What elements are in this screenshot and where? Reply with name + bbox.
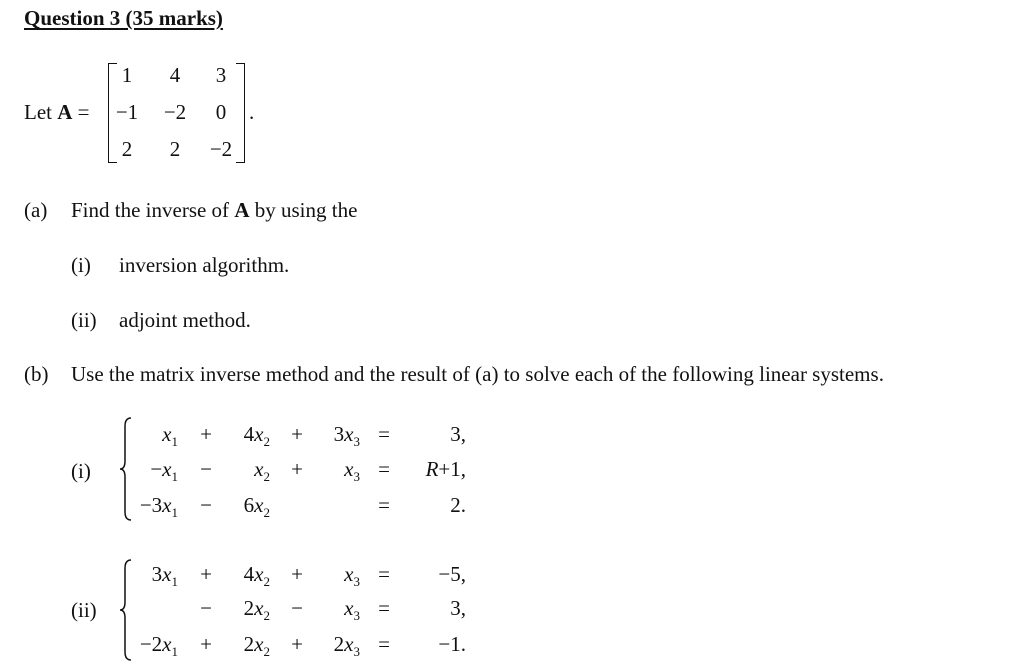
system-ii-term: − — [200, 596, 212, 620]
part-a-item-text: inversion algorithm. — [119, 253, 290, 277]
part-a-matrix-name: A — [234, 198, 250, 222]
system-i-term: + — [291, 422, 303, 446]
part-a-item-text: adjoint method. — [119, 308, 251, 332]
system-i-term: 2. — [450, 493, 466, 517]
system-i-term: = — [378, 457, 390, 481]
part-a-label: (a) — [24, 198, 48, 222]
part-a-text-after: by using the — [254, 198, 358, 222]
system-ii-term: −1. — [438, 632, 466, 656]
system-ii-term: + — [291, 562, 303, 586]
system-ii-term: $3x_1$ — [151, 562, 178, 589]
system-i-term: + — [200, 422, 212, 446]
matrix-cell: 3 — [215, 63, 227, 87]
matrix-cell: −2 — [209, 137, 233, 161]
part-a-text — [71, 200, 357, 221]
system-i-label: (i) — [71, 459, 91, 483]
part-b-text: Use the matrix inverse method and the result of (a) to solve each of the following linear systems. — [71, 362, 884, 386]
system-ii-term: $2x_3$ — [333, 632, 360, 659]
system-i-term: $x_1$ — [162, 422, 178, 449]
system-i-term: 3, — [450, 422, 466, 446]
matrix-cell: 4 — [169, 63, 181, 87]
system-ii-term: + — [291, 632, 303, 656]
system-i-term: − — [200, 493, 212, 517]
system-ii-term: −5, — [438, 562, 466, 586]
matrix-name: A — [57, 100, 73, 124]
system-ii-term: − — [291, 596, 303, 620]
system-i-term: = — [378, 422, 390, 446]
system-ii-term: $2x_2$ — [243, 596, 270, 623]
system-i-term: $-x_1$ — [150, 457, 178, 484]
matrix-cell: 2 — [169, 137, 181, 161]
system-i-term: + — [291, 457, 303, 481]
system-i-term: $3x_3$ — [333, 422, 360, 449]
let-word: Let — [24, 100, 52, 124]
part-b-label: (b) — [24, 362, 49, 386]
part-a-item-label: (ii) — [71, 308, 97, 332]
system-ii-label: (ii) — [71, 598, 97, 622]
system-ii-term: $x_3$ — [344, 562, 360, 589]
part-a-text-before: Find the inverse of — [71, 198, 230, 222]
system-i-term: $x_3$ — [344, 457, 360, 484]
system-i-term: $x_2$ — [254, 457, 270, 484]
question-heading: Question 3 (35 marks) — [24, 6, 223, 30]
system-i-term: $6x_2$ — [243, 493, 270, 520]
let-label — [24, 102, 90, 123]
system-i-term: − — [200, 457, 212, 481]
system-ii-term: $2x_2$ — [243, 632, 270, 659]
equals-sign: = — [77, 100, 90, 124]
matrix-period: . — [249, 100, 255, 124]
matrix-cell: 2 — [121, 137, 133, 161]
matrix-cell: 1 — [121, 63, 133, 87]
matrix-cell: −1 — [115, 100, 139, 124]
system-ii-term: = — [378, 632, 390, 656]
system-i-term: = — [378, 493, 390, 517]
system-i-term: R+1, — [425, 457, 466, 481]
system-ii-term: + — [200, 632, 212, 656]
system-ii-term: + — [200, 562, 212, 586]
matrix-cell: 0 — [215, 100, 227, 124]
system-i-term: $4x_2$ — [243, 422, 270, 449]
system-ii-term: $4x_2$ — [243, 562, 270, 589]
system-ii-term: $-2x_1$ — [139, 632, 178, 659]
system-ii-term: $x_3$ — [344, 596, 360, 623]
matrix-cell: −2 — [163, 100, 187, 124]
system-ii-term: = — [378, 562, 390, 586]
system-ii-term: 3, — [450, 596, 466, 620]
system-i-term: $-3x_1$ — [139, 493, 178, 520]
part-a-item-label: (i) — [71, 253, 91, 277]
system-ii-term: = — [378, 596, 390, 620]
